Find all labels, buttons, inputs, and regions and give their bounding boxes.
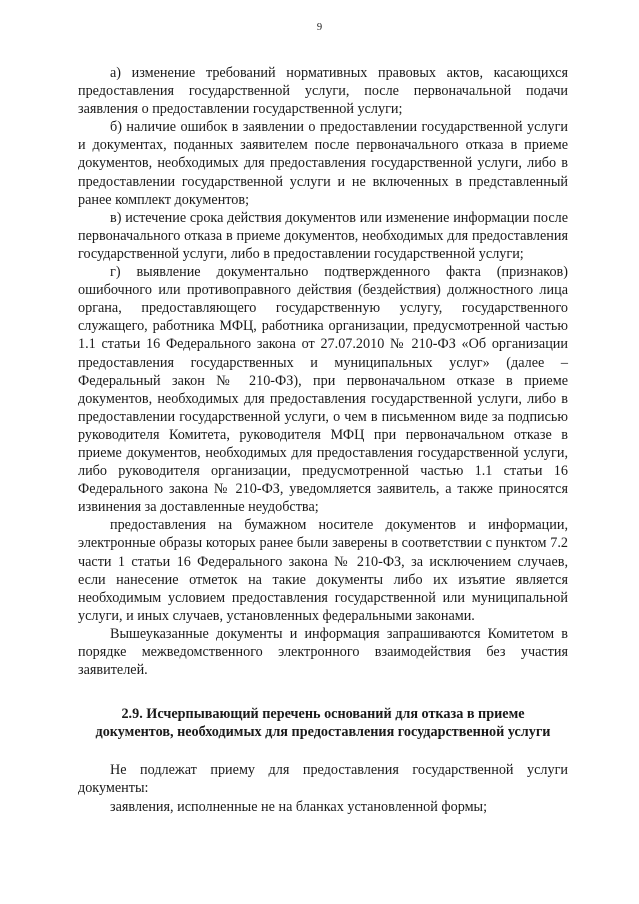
document-body — [78, 64, 568, 816]
paragraph-interdepartmental: Вышеуказанные документы и информация запрашиваются Комитетом в порядке межведомственного электронного взаимодействия без участия заявителей. — [78, 625, 568, 679]
page-number: 9 — [316, 22, 323, 33]
paragraph-forms: заявления, исполненные не на бланках установленной формы; — [110, 798, 488, 815]
paragraph-paper-documents: предоставления на бумажном носителе документов и информации, электронные образы которых ранее были заверены в соответствии с пунктом 7.2 части 1 статьи 16 Федерального закона № 210-ФЗ, за исключением случаев, если нанесение отметок на такие документы либо их изъятие является необходимым условием предоставления государственной или муниципальной услуги, и иных случаев, установленных федеральными законами. — [78, 517, 568, 624]
section-heading: 2.9. Исчерпывающий перечень оснований для отказа в приеме документов, необходимых для предоставления государственной услуги — [95, 706, 551, 741]
paragraph-not-accepted: Не подлежат приему для предоставления государственной услуги документы: — [78, 762, 568, 797]
paragraph-b: б) наличие ошибок в заявлении о предоставлении государственной услуги и документах, поданных заявителем после первоначального отказа в приеме документов, необходимых для предоставления государственной услуги, либо в предоставлении государственной услуги и не включенных в представленный ранее комплект документов; — [78, 119, 568, 208]
paragraph-c: в) истечение срока действия документов или изменение информации после первоначального отказа в приеме документов, необходимых для предоставления государственной услуги, либо в предоставлении государственной услуги; — [78, 209, 568, 262]
paragraph-d: г) выявление документально подтвержденного факта (признаков) ошибочного или противоправного действия (бездействия) должностного лица органа, предоставляющего государственную услугу, государственного служащего, работника МФЦ, работника организации, предусмотренной частью 1.1 статьи 16 Федерального закона от 27.07.2010 № 210-ФЗ «Об организации предоставления государственных и муниципальных услуг» (далее – Федеральный закон № 210-ФЗ), при первоначальном отказе в приеме документов, необходимых для предоставления государственной услуги, либо в предоставлении государственной услуги, о чем в письменном виде за подписью руководителя Комитета, руководителя МФЦ при первоначальном отказе в приеме документов, необходимых для предоставления государственной услуги, либо руководителя организации, предусмотренной частью 1.1 статьи 16 Федерального закона № 210-ФЗ, уведомляется заявитель, а также приносятся извинения за доставленные неудобства; — [78, 264, 568, 516]
paragraph-a: а) изменение требований нормативных правовых актов, касающихся предоставления государственной услуги, после первоначальной подачи заявления о предоставлении государственной услуги; — [78, 65, 568, 118]
